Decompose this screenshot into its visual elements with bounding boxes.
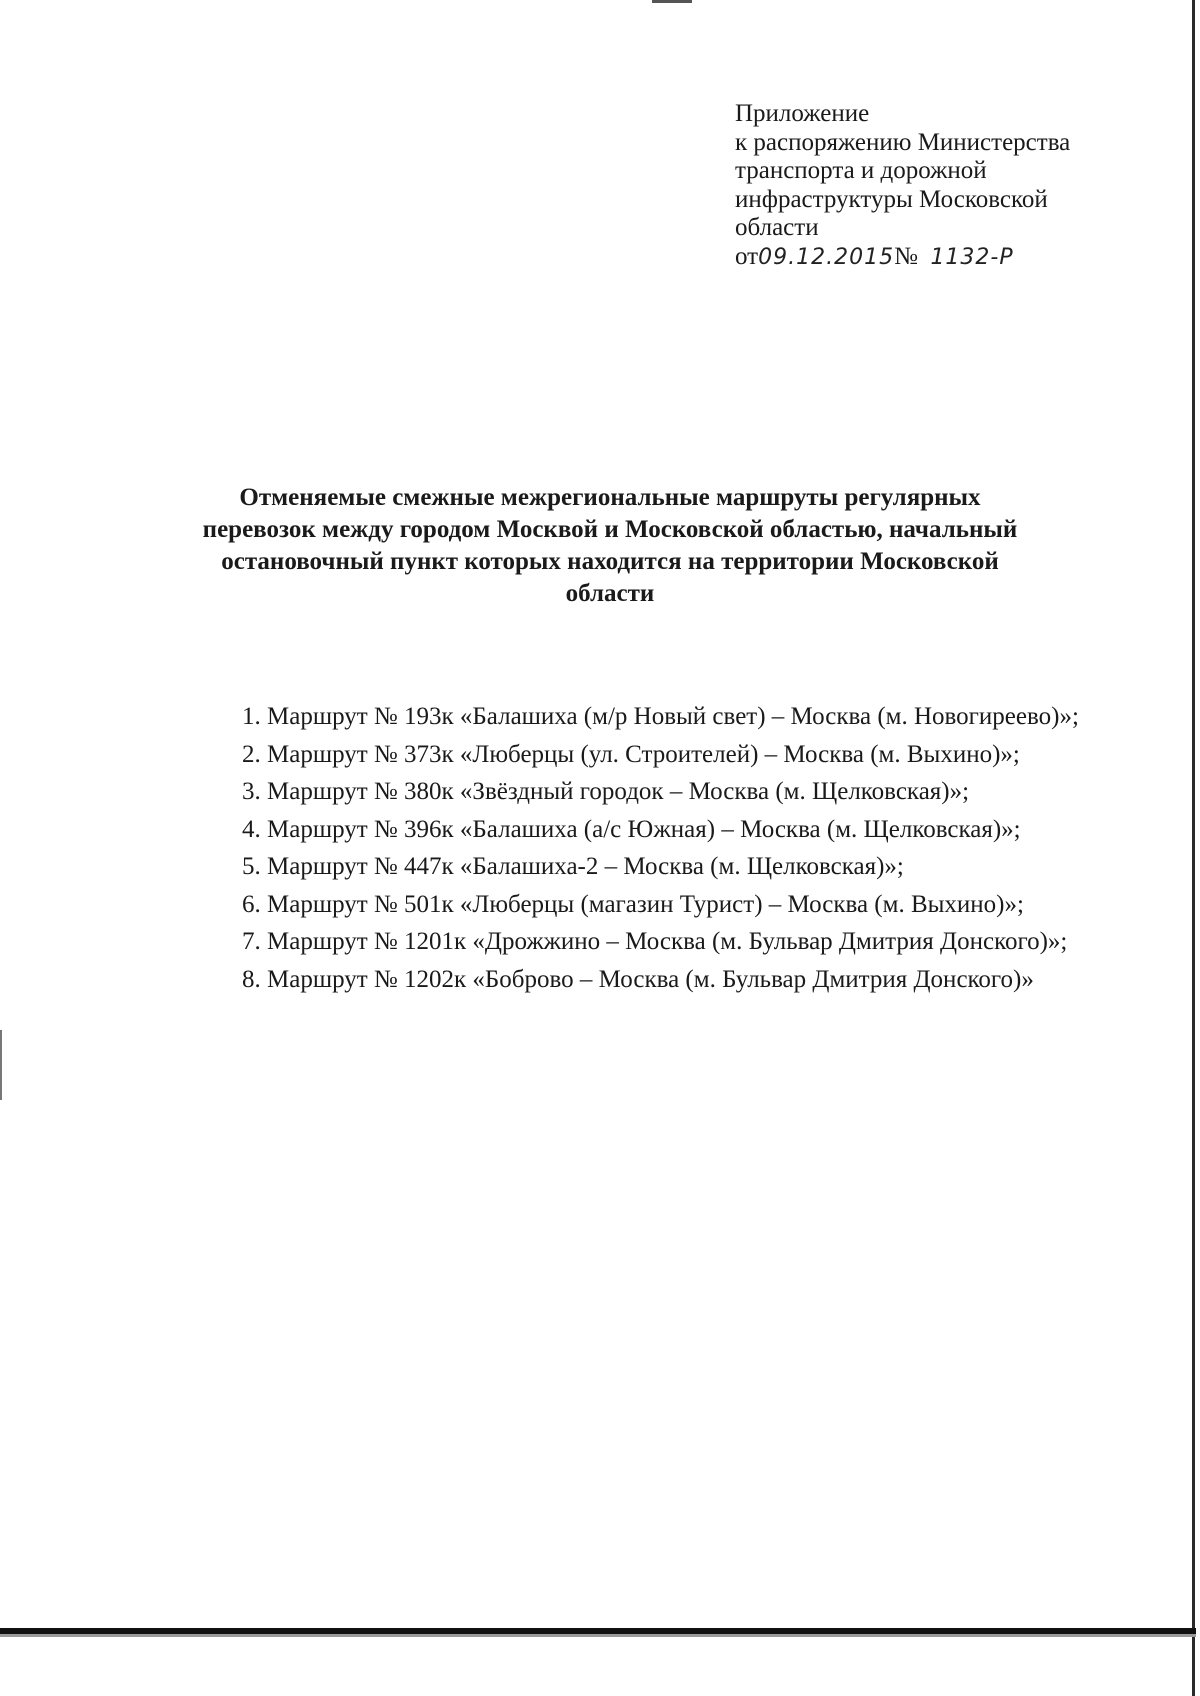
list-item: 7. Маршрут № 1201к «Дрожжино – Москва (м. Бульвар Дмитрия Донского)»; [242,928,1068,955]
title-line: Отменяемые смежные межрегиональные маршруты регулярных [239,484,981,511]
list-item: 2. Маршрут № 373к «Люберцы (ул. Строителей) – Москва (м. Выхино)»; [242,740,1020,768]
list-item: 1. Маршрут № 193к «Балашиха (м/р Новый свет) – Москва (м. Новогиреево)»; [242,703,1079,730]
list-item: 6. Маршрут № 501к «Люберцы (магазин Турист) – Москва (м. Выхино)»; [242,890,1024,918]
appendix-line: инфраструктуры Московской [735,185,1048,213]
document-title [150,482,1070,610]
routes-list [172,698,1143,998]
scan-artifact-top [652,0,692,3]
appendix-line: к распоряжению Министерства [735,128,1071,156]
list-item: 8. Маршрут № 1202к «Боброво – Москва (м. Бульвар Дмитрия Донского)» [242,965,1034,993]
title-line: области [565,580,655,607]
list-item: 3. Маршрут № 380к «Звёздный городок – Москва (м. Щелковская)»; [242,778,970,805]
scan-artifact-left [0,1030,2,1100]
title-line: перевозок между городом Москвой и Московской областью, начальный [202,516,1018,543]
appendix-line: Приложение [735,100,870,127]
list-item: 4. Маршрут № 396к «Балашиха (а/с Южная) – Москва (м. Щелковская)»; [242,815,1021,843]
appendix-header [735,100,1175,272]
handwritten-date: 09.12.2015 [758,244,895,270]
appendix-date-number [735,243,1175,273]
date-prefix: от [735,242,759,270]
scan-edge-right [1192,0,1195,1696]
list-item: 5. Маршрут № 447к «Балашиха-2 – Москва (м. Щелковская)»; [242,853,904,880]
appendix-line: области [735,214,819,241]
number-prefix: № [894,242,918,270]
handwritten-number: 1132-Р [930,244,1014,270]
appendix-line: транспорта и дорожной [735,157,987,184]
scan-edge-bottom-shade [0,1634,1196,1637]
title-line: остановочный пункт которых находится на территории Московской [221,548,999,575]
